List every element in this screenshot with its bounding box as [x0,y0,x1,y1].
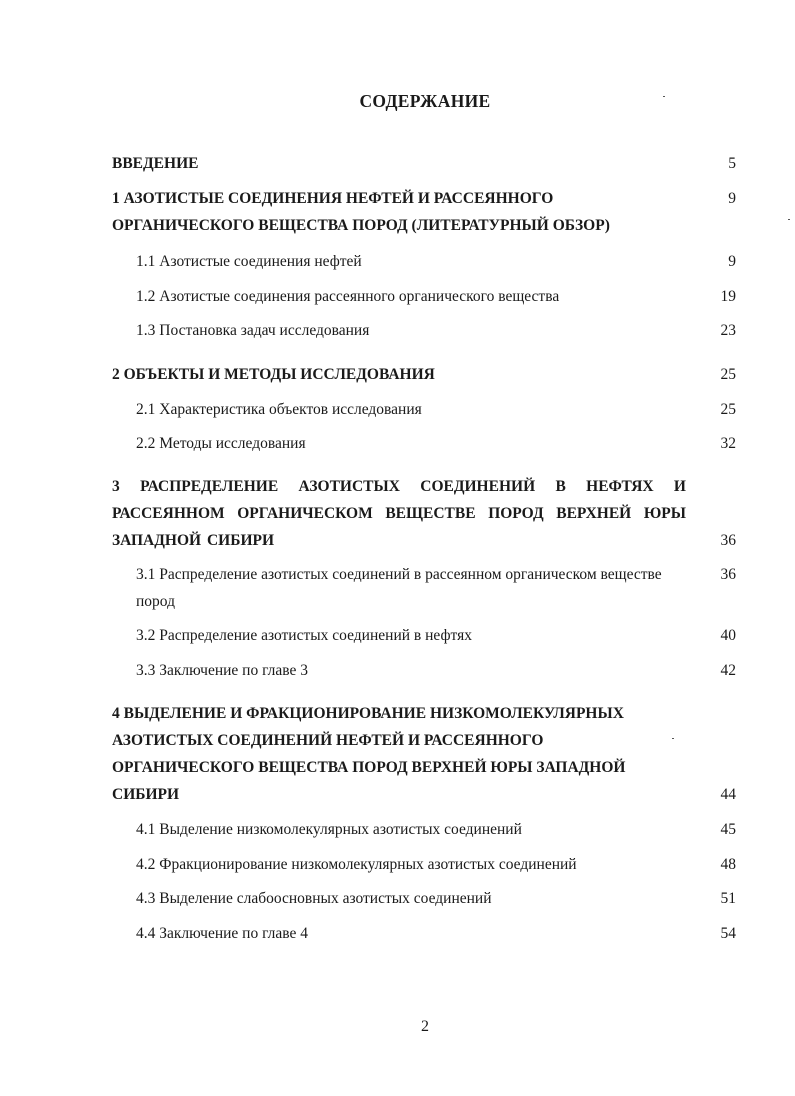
toc-entry-text: 2 ОБЪЕКТЫ И МЕТОДЫ ИССЛЕДОВАНИЯ [112,366,435,383]
scan-speck [663,96,665,97]
toc-page-number: 25 [720,366,736,383]
toc-entry-section-2-1[interactable] [136,396,795,423]
toc-entry-text: 3.3 Заключение по главе 3 [136,662,309,679]
toc-entry-section-3-3[interactable] [136,657,795,684]
toc-entry-text: 4 ВЫДЕЛЕНИЕ И ФРАКЦИОНИРОВАНИЕ НИЗКОМОЛЕКУЛЯРНЫХ АЗОТИСТЫХ СОЕДИНЕНИЙ НЕФТЕЙ И РАССЕЯННОГО ОРГАНИЧЕСКОГО ВЕЩЕСТВА ПОРОД ВЕРХНЕЙ ЮРЫ ЗАПАДНОЙ СИБИРИ [112,705,626,803]
toc-entry-text: 4.4 Заключение по главе 4 [136,925,309,942]
toc-entry-chapter-1[interactable] [112,185,795,239]
toc-entry-text: 2.1 Характеристика объектов исследования [136,401,422,418]
toc-entry-section-1-3[interactable] [136,317,795,344]
toc-page-number: 44 [720,786,736,803]
toc-entry-section-1-1[interactable] [136,248,795,275]
toc-page-number: 9 [728,190,736,207]
toc-entry-section-4-2[interactable] [136,851,795,878]
toc-page-number: 42 [720,662,736,679]
toc-entry-text: 1.3 Постановка задач исследования [136,322,370,339]
toc-entry-text: 3.1 Распределение азотистых соединений в рассеянном органическом веществе пород [136,566,662,610]
toc-entry-chapter-3[interactable] [112,473,795,554]
toc-entry-section-2-2[interactable] [136,430,795,457]
toc-entry-section-4-3[interactable] [136,885,795,912]
toc-entry-text: 3 РАСПРЕДЕЛЕНИЕ АЗОТИСТЫХ СОЕДИНЕНИЙ В НЕФТЯХ И РАССЕЯННОМ ОРГАНИЧЕСКОМ ВЕЩЕСТВЕ ПОРОД ВЕРХНЕЙ ЮРЫ ЗАПАДНОЙ СИБИРИ [112,478,686,549]
toc-page-number: 36 [720,532,736,549]
toc-entry-chapter-4[interactable] [112,700,795,808]
page-number: 2 [421,1018,429,1035]
toc-entry-text: 4.3 Выделение слабоосновных азотистых соединений [136,890,492,907]
toc-page-number: 51 [720,890,736,907]
toc-entry-section-4-4[interactable] [136,920,795,947]
toc-entry-text: ВВЕДЕНИЕ [112,155,199,172]
toc-entry-text: 3.2 Распределение азотистых соединений в нефтях [136,627,472,644]
scan-speck [788,219,790,220]
toc-entry-introduction[interactable] [112,150,795,177]
toc-page-number: 36 [720,566,736,583]
toc-page-number: 5 [728,155,736,172]
toc-page-number: 23 [720,322,736,339]
toc-entry-text: 4.2 Фракционирование низкомолекулярных азотистых соединений [136,856,577,873]
toc-entry-chapter-2[interactable] [112,361,795,388]
toc-entry-text: 1.2 Азотистые соединения рассеянного органического вещества [136,288,560,305]
toc-entry-text: 2.2 Методы исследования [136,435,306,452]
toc-page-number: 54 [720,925,736,942]
toc-page-number: 25 [720,401,736,418]
toc-page-number: 48 [720,856,736,873]
toc-entry-section-1-2[interactable] [136,283,795,310]
toc-page-number: 19 [720,288,736,305]
toc-entry-section-4-1[interactable] [136,816,795,843]
toc-entry-section-3-1[interactable] [136,561,795,615]
toc-entry-text: 1 АЗОТИСТЫЕ СОЕДИНЕНИЯ НЕФТЕЙ И РАССЕЯННОГО ОРГАНИЧЕСКОГО ВЕЩЕСТВА ПОРОД (ЛИТЕРАТУРНЫЙ ОБЗОР) [112,190,610,234]
toc-page-number: 40 [720,627,736,644]
toc-page-number: 32 [720,435,736,452]
page-title: СОДЕРЖАНИЕ [359,91,491,111]
scan-speck [672,738,674,739]
toc-entry-text: 1.1 Азотистые соединения нефтей [136,253,362,270]
toc-entry-section-3-2[interactable] [136,622,795,649]
toc-page-number: 9 [728,253,736,270]
toc-page-number: 45 [720,821,736,838]
toc-entry-text: 4.1 Выделение низкомолекулярных азотистых соединений [136,821,522,838]
